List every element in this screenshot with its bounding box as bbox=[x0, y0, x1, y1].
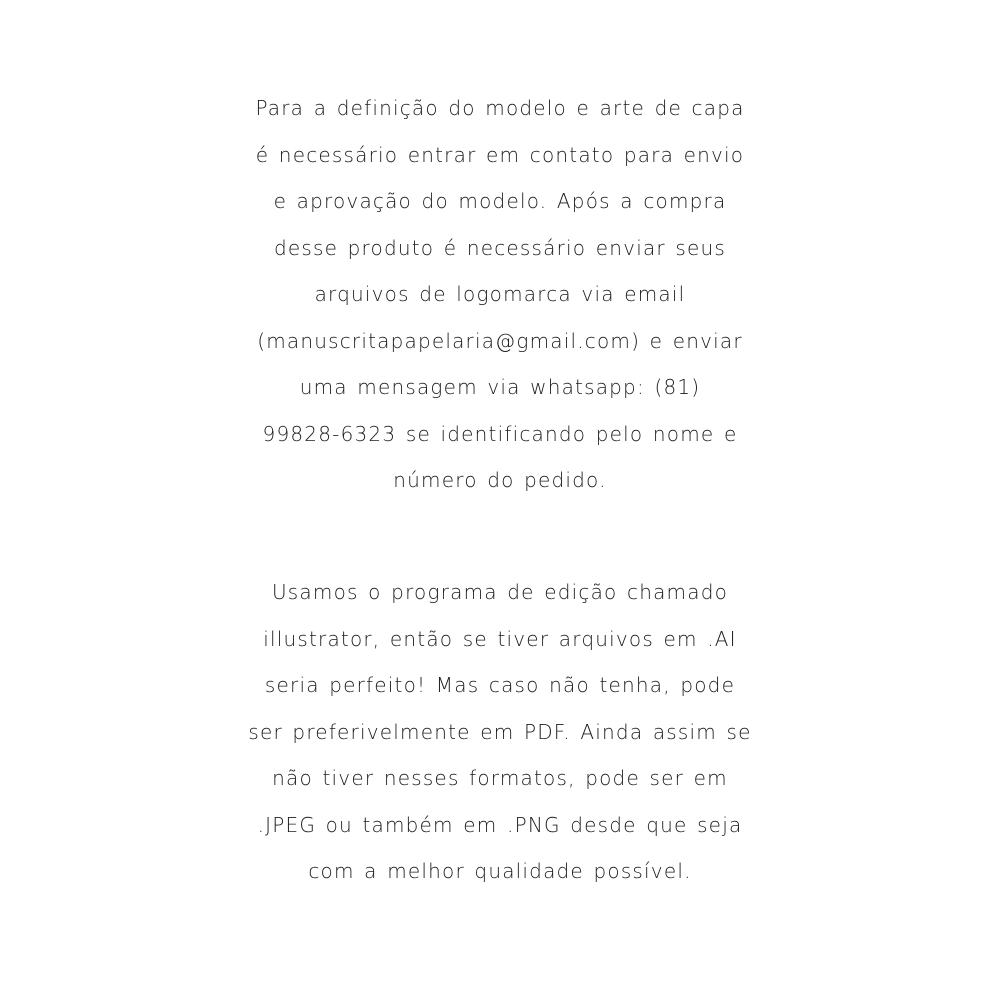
paragraph-line: é necessário entrar em contato para envio bbox=[255, 142, 745, 167]
paragraph-line: Usamos o programa de edição chamado bbox=[271, 580, 729, 604]
cover-design-instructions-paragraph bbox=[0, 85, 1000, 504]
paragraph-line-phone: 99828-6323 se identificando pelo nome e bbox=[262, 421, 738, 446]
paragraph-line-email: (manuscritapapelaria@gmail.com) e enviar bbox=[257, 328, 743, 353]
paragraph-line: não tiver nesses formatos, pode ser em bbox=[272, 766, 728, 790]
paragraph-line: e aprovação do modelo. Após a compra bbox=[273, 189, 727, 213]
paragraph-line: arquivos de logomarca via email bbox=[314, 282, 686, 306]
paragraph-line: seria perfeito! Mas caso não tenha, pode bbox=[264, 673, 736, 697]
paragraph-line: número do pedido. bbox=[393, 468, 607, 492]
file-format-instructions-paragraph bbox=[0, 569, 1000, 895]
paragraph-line: desse produto é necessário enviar seus bbox=[273, 235, 727, 260]
paragraph-line: .JPEG ou também em .PNG desde que seja bbox=[257, 812, 743, 837]
paragraph-line: ser preferivelmente em PDF. Ainda assim se bbox=[248, 719, 752, 744]
paragraph-line: Para a definição do modelo e arte de capa bbox=[255, 96, 745, 120]
paragraph-line-whatsapp: uma mensagem via whatsapp: (81) bbox=[299, 375, 701, 399]
paragraph-line: com a melhor qualidade possível. bbox=[308, 859, 692, 883]
paragraph-line: illustrator, então se tiver arquivos em .AI bbox=[263, 626, 737, 651]
